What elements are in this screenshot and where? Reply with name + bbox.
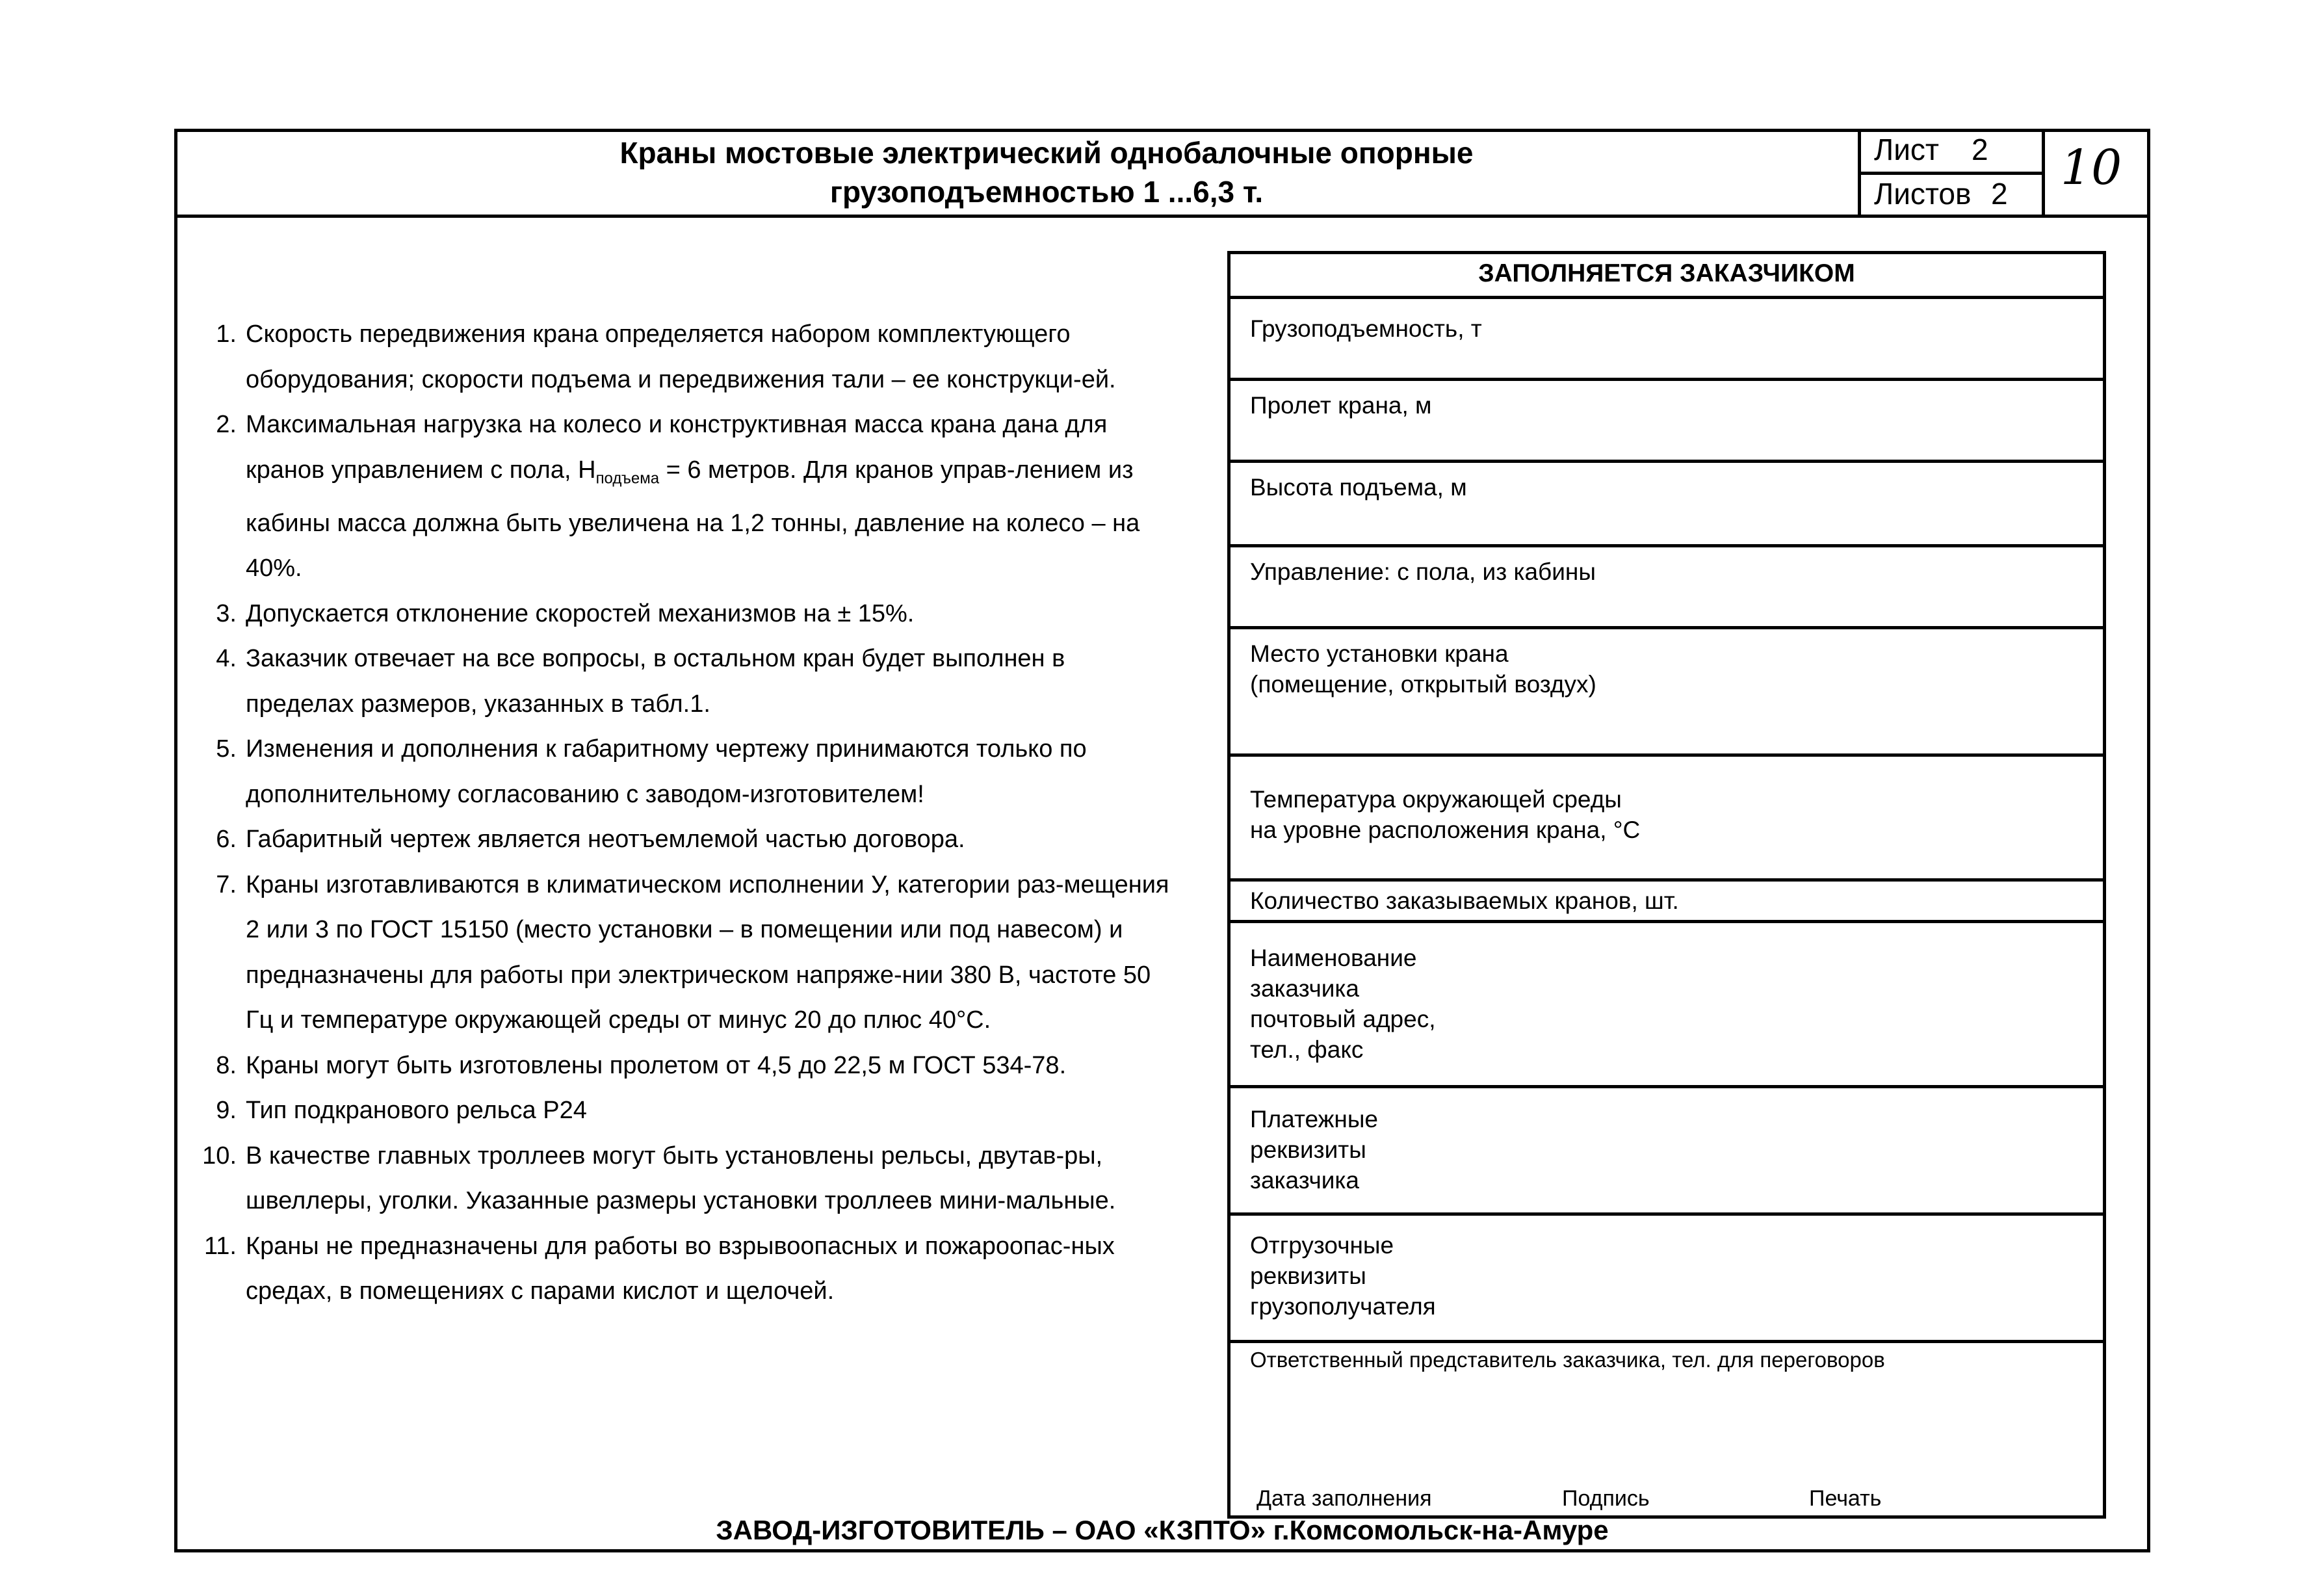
location-line-2: (помещение, открытый воздух) xyxy=(1250,671,1596,698)
manufacturer-footer: ЗАВОД-ИЗГОТОВИТЕЛЬ – ОАО «КЗПТО» г.Комсомольск-на-Амуре xyxy=(716,1515,1609,1545)
signature-label: Подпись xyxy=(1562,1486,1650,1511)
note-text: Изменения и дополнения к габаритному чертежу принимаются только по дополнительному согласованию с заводом-изготовителем! xyxy=(246,735,1087,808)
header-divider xyxy=(174,215,2150,218)
note-text-part: = 6 метров. Для кранов управ-лением из кабины масса должна быть увеличена на 1,2 тонны, давление на колесо – на 40%. xyxy=(246,456,1140,582)
form-row-location[interactable] xyxy=(1231,626,2103,753)
note-item xyxy=(195,727,1170,817)
note-number: 8. xyxy=(216,1051,237,1079)
sheet-info-box xyxy=(1858,129,2045,215)
note-text-part: Максимальная нагрузка на колесо и конструктивная масса крана дана для кранов управлением с пола, Н xyxy=(246,411,1108,484)
note-text: Краны изготавливаются в климатическом исполнении У, категории раз-мещения 2 или 3 по ГОСТ 15150 (место установки – в помещении или под навесом) и предназначены для работы при электрическом напряже-нии 380 В, частоте 50 Гц и температуре окружающей среды от минус 20 до плюс 40°С. xyxy=(246,870,1169,1034)
shipping-label xyxy=(1250,1230,1436,1322)
note-subscript: подъема xyxy=(595,469,660,488)
payment-line-2: реквизиты xyxy=(1250,1136,1366,1163)
form-row-capacity[interactable] xyxy=(1231,296,2103,378)
capacity-label: Грузоподъемность, т xyxy=(1250,315,1482,342)
customer-label xyxy=(1250,943,1436,1065)
quantity-label: Количество заказываемых кранов, шт. xyxy=(1250,887,1679,914)
note-number: 6. xyxy=(216,826,237,854)
note-number: 1. xyxy=(216,321,237,348)
note-item xyxy=(195,1134,1170,1224)
note-number: 2. xyxy=(216,411,237,438)
sheets-label: Листов xyxy=(1874,177,1972,211)
form-heading: ЗАПОЛНЯЕТСЯ ЗАКАЗЧИКОМ xyxy=(1478,259,1855,287)
location-line-1: Место установки крана xyxy=(1250,640,1509,667)
handwritten-page-number: 10 xyxy=(2061,140,2122,196)
temperature-line-1: Температура окружающей среды xyxy=(1250,786,1622,813)
shipping-line-2: реквизиты xyxy=(1250,1262,1366,1289)
note-item xyxy=(195,312,1170,402)
shipping-line-3: грузополучателя xyxy=(1250,1293,1436,1320)
form-row-span[interactable] xyxy=(1231,378,2103,460)
temperature-label xyxy=(1250,784,1640,845)
note-text: Заказчик отвечает на все вопросы, в остальном кран будет выполнен в пределах размеров, указанных в табл.1. xyxy=(246,645,1065,718)
temperature-line-2: на уровне расположения крана, °С xyxy=(1250,817,1641,843)
lift-height-label: Высота подъема, м xyxy=(1250,474,1467,501)
sheet-value: 2 xyxy=(1972,133,1988,166)
note-number: 7. xyxy=(216,870,237,898)
note-item xyxy=(195,863,1170,1043)
form-row-temperature[interactable] xyxy=(1231,753,2103,878)
form-row-control[interactable] xyxy=(1231,544,2103,626)
document-title xyxy=(364,133,1729,211)
note-number: 11. xyxy=(203,1232,237,1260)
sheets-value: 2 xyxy=(1991,177,2008,211)
note-number: 10. xyxy=(202,1142,237,1170)
payment-line-3: заказчика xyxy=(1250,1167,1359,1194)
representative-label: Ответственный представитель заказчика, тел. для переговоров xyxy=(1250,1348,1885,1372)
span-label: Пролет крана, м xyxy=(1250,392,1432,419)
customer-line-4: тел., факс xyxy=(1250,1036,1364,1063)
customer-line-3: почтовый адрес, xyxy=(1250,1006,1436,1032)
note-item xyxy=(195,817,1170,863)
control-label: Управление: с пола, из кабины xyxy=(1250,558,1596,585)
note-text: Краны не предназначены для работы во взрывоопасных и пожароопас-ных средах, в помещениях с парами кислот и щелочей. xyxy=(246,1232,1115,1305)
stamp-label: Печать xyxy=(1809,1486,1882,1511)
note-item xyxy=(195,1224,1170,1315)
note-text: Скорость передвижения крана определяется набором комплектующего оборудования; скорости подъема и передвижения тали – ее конструкци-ей. xyxy=(246,321,1116,393)
title-line-2: грузоподъемностью 1 ...6,3 т. xyxy=(829,175,1264,209)
form-row-representative[interactable] xyxy=(1231,1340,2103,1515)
notes-list xyxy=(195,312,1170,1315)
note-item xyxy=(195,1043,1170,1089)
payment-label xyxy=(1250,1104,1378,1196)
note-number: 5. xyxy=(216,735,237,763)
shipping-line-1: Отгрузочные xyxy=(1250,1232,1394,1259)
location-label xyxy=(1250,638,1596,700)
note-item xyxy=(195,402,1170,592)
sheet-label: Лист xyxy=(1874,133,1939,166)
title-line-1: Краны мостовые электрический однобалочные опорные xyxy=(619,136,1474,170)
form-row-payment[interactable] xyxy=(1231,1085,2103,1212)
form-row-customer[interactable] xyxy=(1231,920,2103,1085)
note-text: Габаритный чертеж является неотъемлемой частью договора. xyxy=(246,826,965,854)
form-heading-row xyxy=(1231,254,2103,296)
note-number: 3. xyxy=(216,599,237,627)
note-text: В качестве главных троллеев могут быть установлены рельсы, двутав-ры, швеллеры, уголки. Указанные размеры установки троллеев мини-мальные. xyxy=(246,1142,1116,1215)
note-text: Краны могут быть изготовлены пролетом от 4,5 до 22,5 м ГОСТ 534-78. xyxy=(246,1051,1067,1079)
sheet-divider xyxy=(1861,172,2042,175)
note-number: 9. xyxy=(216,1097,237,1125)
fill-date-label: Дата заполнения xyxy=(1257,1486,1432,1511)
customer-line-2: заказчика xyxy=(1250,975,1359,1002)
note-text: Допускается отклонение скоростей механизмов на ± 15%. xyxy=(246,599,915,627)
note-text: Тип подкранового рельса Р24 xyxy=(246,1097,587,1125)
customer-line-1: Наименование xyxy=(1250,945,1417,971)
note-item xyxy=(195,1088,1170,1134)
form-row-lift-height[interactable] xyxy=(1231,460,2103,544)
note-item xyxy=(195,636,1170,727)
sheet-row xyxy=(1874,131,1988,168)
sheets-row xyxy=(1874,176,2008,212)
payment-line-1: Платежные xyxy=(1250,1106,1378,1132)
note-item xyxy=(195,592,1170,637)
form-row-quantity[interactable] xyxy=(1231,878,2103,920)
note-number: 4. xyxy=(216,645,237,673)
customer-form xyxy=(1227,251,2106,1519)
form-row-shipping[interactable] xyxy=(1231,1212,2103,1340)
